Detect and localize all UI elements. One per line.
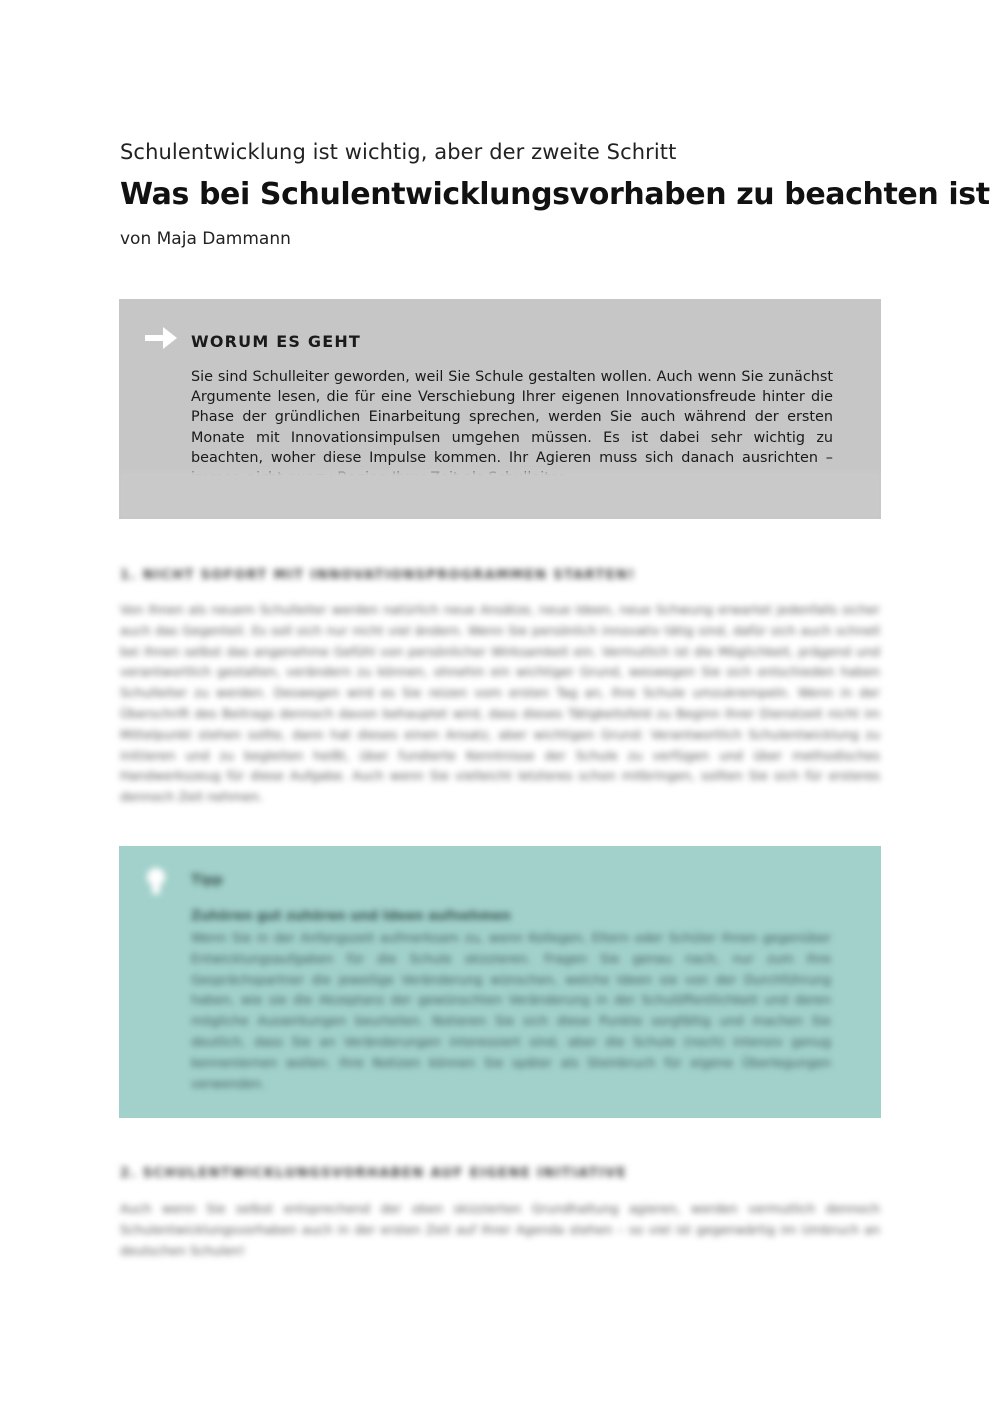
section-2-heading: 2. SCHULENTWICKLUNGSVORHABEN AUF EIGENE INITIATIVE xyxy=(120,1166,628,1181)
section-2-text: Auch wenn Sie selbst entsprechend der oben skizzierten Grundhaltung agieren, werden vermutlich dennoch Schulentwicklungsvorhaben auch in der ersten Zeit auf Ihrer Agenda stehen – so viel ist gegenwärtig im Umbruch an deutschen Schulen! xyxy=(120,1201,880,1258)
arrow-right-icon xyxy=(145,327,177,349)
section-1-text: Von Ihnen als neuem Schulleiter werden natürlich neue Ansätze, neue Ideen, neue Schwung erwartet jedenfalls sicher auch das Gegenteil. Es soll sich nur nicht viel ändern. Wenn Sie persönlich innovativ tätig sind, dafür sich auch schnell bei Ihnen selbst das angenehme Gefühl von persönlicher Wirksamkeit ein. Vermutlich ist die Möglichkeit, prägend und verantwortlich gestalten, verändern zu können, ohnehin ein wichtiger Grund, weswegen Sie sich entschieden haben Schulleiter zu werden. Deswegen wird es Sie reizen vom ersten Tag an, Ihre Schule umzukrempeln. Wenn in der Überschrift des Beitrags dennoch davon behauptet wird, dass dieses Tätigkeitsfeld zu Beginn Ihrer Dienstzeit nicht im Mittelpunkt stehen sollte, dann hat dieses einen Ansatz, aber wichtigen Grund: Verantwortlich Schulentwicklung zu initiieren und zu begleiten heißt, über fundierte Kenntnisse der Schule zu verfügen und über methodisches Handwerkszeug für diese Aufgabe. Auch wenn Sie vielleicht letzteres schon mitbringen, sollten Sie sich für ersteres dennoch Zeit nehmen. xyxy=(120,602,880,805)
tip-title: Zuhören gut zuhören und Ideen aufnehmen xyxy=(191,909,511,924)
tip-label: Tipp xyxy=(191,873,223,888)
lightbulb-icon xyxy=(145,866,167,898)
article-title: Was bei Schulentwicklungsvorhaben zu beachten ist xyxy=(120,177,990,212)
intro-box xyxy=(119,299,881,519)
intro-text: Sie sind Schulleiter geworden, weil Sie Schule gestalten wollen. Auch wenn Sie zunächst Argumente lesen, die für eine Verschiebung Ihrer eigenen Innovationsfreude hinter die Phase der gründlichen Einarbeitung sprechen, werden Sie auch während der ersten Monate mit Innovationsimpulsen umgehen müssen. Es ist dabei sehr wichtig zu beachten, woher diese Impulse kommen. Ihr Agieren muss sich danach ausrichten – xyxy=(191,369,833,466)
blur-overlay xyxy=(119,471,881,519)
article-author: von Maja Dammann xyxy=(120,229,291,249)
intro-heading: WORUM ES GEHT xyxy=(191,332,362,351)
tip-box xyxy=(119,846,881,1118)
section-1-heading: 1. NICHT SOFORT MIT INNOVATIONSPROGRAMMEN STARTEN! xyxy=(120,568,636,583)
tip-text: Wenn Sie in der Anfangszeit aufmerksam zu, wenn Kollegen, Eltern oder Schüler Ihnen gegenüber Entwicklungsaufgaben für die Schule skizzieren. Fragen Sie genau nach, nur zum Ihre Gesprächspartner die jeweilige Veränderung wünschen, welche Ideen sie von der Durchführung haben, wie sie die Akzeptanz der gewünschten Veränderung in der Schulöffentlichkeit und deren mögliche Auswirkungen beurteilen. Notieren Sie sich diese Punkte sorgfältig und machen Sie deutlich, dass Sie an Veränderungen interessiert sind, aber die Schule (noch) intensiv genug kennenlernen wollen. Ihre Notizen können Sie später als Steinbruch für eigene Überlegungen verwenden. xyxy=(191,930,831,1091)
article-kicker: Schulentwicklung ist wichtig, aber der zweite Schritt xyxy=(120,140,677,164)
